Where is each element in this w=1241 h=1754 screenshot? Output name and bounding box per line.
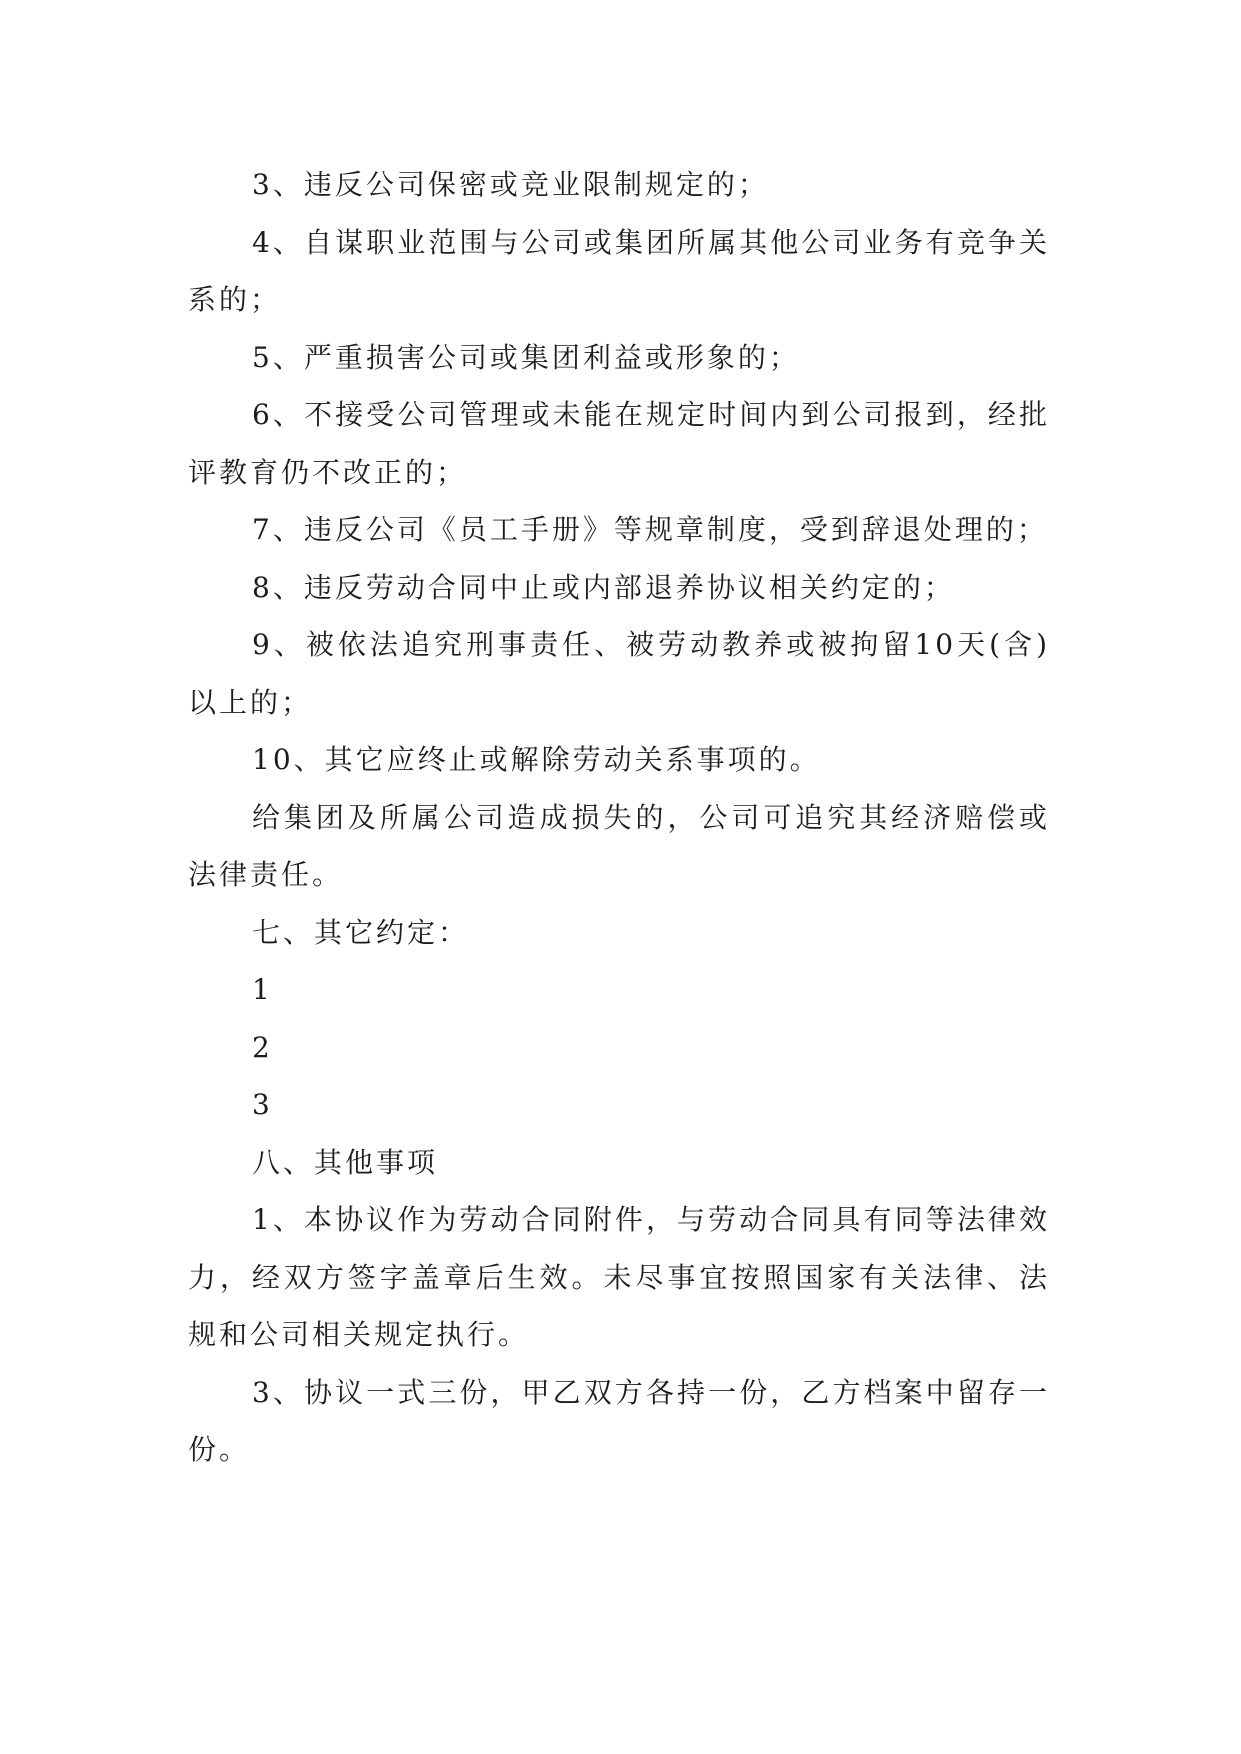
other-agreement-item-1: 1 [252,973,273,1006]
document-body [188,156,1050,1479]
clause-8: 8、违反劳动合同中止或内部退养协议相关约定的； [252,570,955,604]
clause-6: 6、不接受公司管理或未能在规定时间内到公司报到，经批评教育仍不改正的； [188,398,1050,489]
clause-7: 7、违反公司《员工手册》等规章制度，受到辞退处理的； [252,513,1048,546]
clause-3: 3、违反公司保密或竞业限制规定的； [252,168,769,201]
clause-9: 9、被依法追究刑事责任、被劳动教养或被拘留10天(含)以上的； [188,628,1050,719]
other-matters-item-1: 1、本协议作为劳动合同附件，与劳动合同具有同等法律效力，经双方签字盖章后生效。未尽事宜按照国家有关法律、法规和公司相关规定执行。 [188,1203,1050,1351]
other-agreement-item-2: 2 [252,1030,273,1064]
section-7-heading: 七、其它约定： [252,915,470,949]
section-8-heading: 八、其他事项 [252,1145,439,1179]
liability-paragraph: 给集团及所属公司造成损失的，公司可追究其经济赔偿或法律责任。 [188,800,1050,891]
clause-5: 5、严重损害公司或集团利益或形象的； [252,340,800,374]
clause-4: 4、自谋职业范围与公司或集团所属其他公司业务有竞争关系的； [188,225,1050,316]
other-agreement-item-3: 3 [252,1088,273,1121]
other-matters-item-3: 3、协议一式三份，甲乙双方各持一份，乙方档案中留存一份。 [188,1375,1050,1466]
clause-10: 10、其它应终止或解除劳动关系事项的。 [252,743,821,776]
